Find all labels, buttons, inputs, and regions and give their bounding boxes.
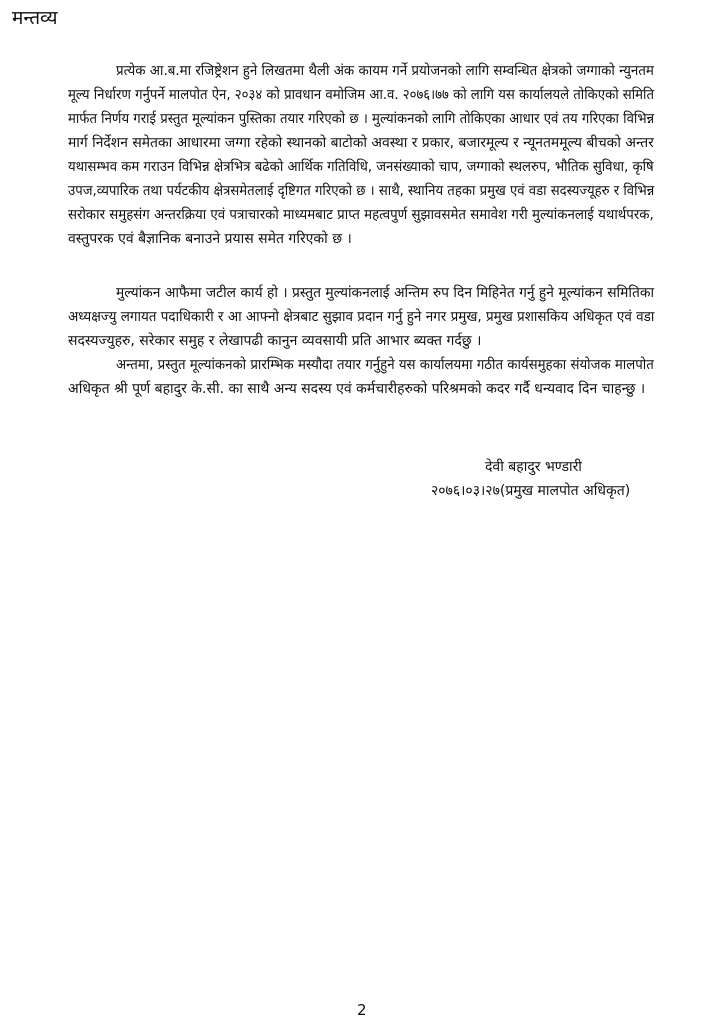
page-number: 2 (357, 1001, 367, 1019)
paragraph-3-line-2: अधिकृत श्री पूर्ण बहादुर के.सी. का साथै अन्य सदस्य एवं कर्मचारीहरुको परिश्रमको कदर गर्दै धन्यवाद दिन चाहन्छु । (68, 381, 646, 397)
paragraph-1-line-2: मूल्य निर्धारण गर्नुपर्ने मालपोत ऐन, २०३४ को प्रावधान वमोजिम आ.व. २०७६।७७ को लागि यस कार्यालयले तोकिएको समिति (68, 87, 654, 103)
signatory-date-title: २०७६।०३।२७(प्रमुख मालपोत अधिकृत) (431, 483, 631, 499)
paragraph-1-line-5: यथासम्भव कम गराउन विभिन्न क्षेत्रभित्र बढेको आर्थिक गतिविधि, जनसंख्याको चाप, जग्गाको स्थलरुप, भौतिक सुविधा, कृषि (68, 159, 654, 175)
paragraph-2-line-2: अध्यक्षज्यु लगायत पदाधिकारी र आ आफ्नो क्षेत्रबाट सुझाव प्रदान गर्नु हुने नगर प्रमुख, प्रमुख प्रशासकिय अधिकृत एवं वडा (68, 309, 655, 325)
paragraph-1-line-6: उपज,व्यपारिक तथा पर्यटकीय क्षेत्रसमेतलाई दृष्टिगत गरिएको छ । साथै, स्थानिय तहका प्रमुख एवं वडा सदस्यज्यूहरु र विभिन्न (68, 183, 655, 199)
paragraph-1-line-4: मार्ग निर्देशन समेतका आधारमा जग्गा रहेको स्थानको बाटोको अवस्था र प्रकार, बजारमूल्य र न्यूनतममूल्य बीचको अन्तर (68, 135, 654, 151)
paragraph-3-line-1: अन्तमा, प्रस्तुत मूल्यांकनको प्रारम्भिक मस्यौदा तयार गर्नुहुने यस कार्यालयमा गठीत कार्यसमुहका संयोजक मालपोत (116, 357, 654, 373)
signatory-name: देवी बहादुर भण्डारी (485, 459, 582, 475)
paragraph-2-line-1: मुल्यांकन आफैमा जटील कार्य हो । प्रस्तुत मुल्यांकनलाई अन्तिम रुप दिन मिहिनेत गर्नु हुने मूल्यांकन समितिका (116, 285, 655, 301)
paragraph-1-line-8: वस्तुपरक एवं बैज्ञानिक बनाउने प्रयास समेत गरिएको छ । (68, 231, 352, 247)
paragraph-1-line-7: सरोकार समुहसंग अन्तरक्रिया एवं पत्राचारको माध्यमबाट प्राप्त महत्वपुर्ण सुझावसमेत समावेश गरी मुल्यांकनलाई यथार्थपरक, (68, 207, 654, 223)
page-title: मन्तव्य (12, 7, 58, 29)
paragraph-2-line-3: सदस्यज्युहरु, सरेकार समुह र लेखापढी कानुन व्यवसायी प्रति आभार ब्यक्त गर्दछु । (68, 333, 482, 349)
paragraph-1-line-1: प्रत्येक आ.ब.मा रजिष्ट्रेशन हुने लिखतमा थैली अंक कायम गर्ने प्रयोजनको लागि सम्वन्धित क्षेत्रको जग्गाको न्युनतम (116, 63, 654, 79)
paragraph-1-line-3: मार्फत निर्णय गराई प्रस्तुत मूल्यांकन पुस्तिका तयार गरिएको छ । मुल्यांकनको लागि तोकिएका आधार एवं तय गरिएका विभिन्न (68, 111, 655, 127)
